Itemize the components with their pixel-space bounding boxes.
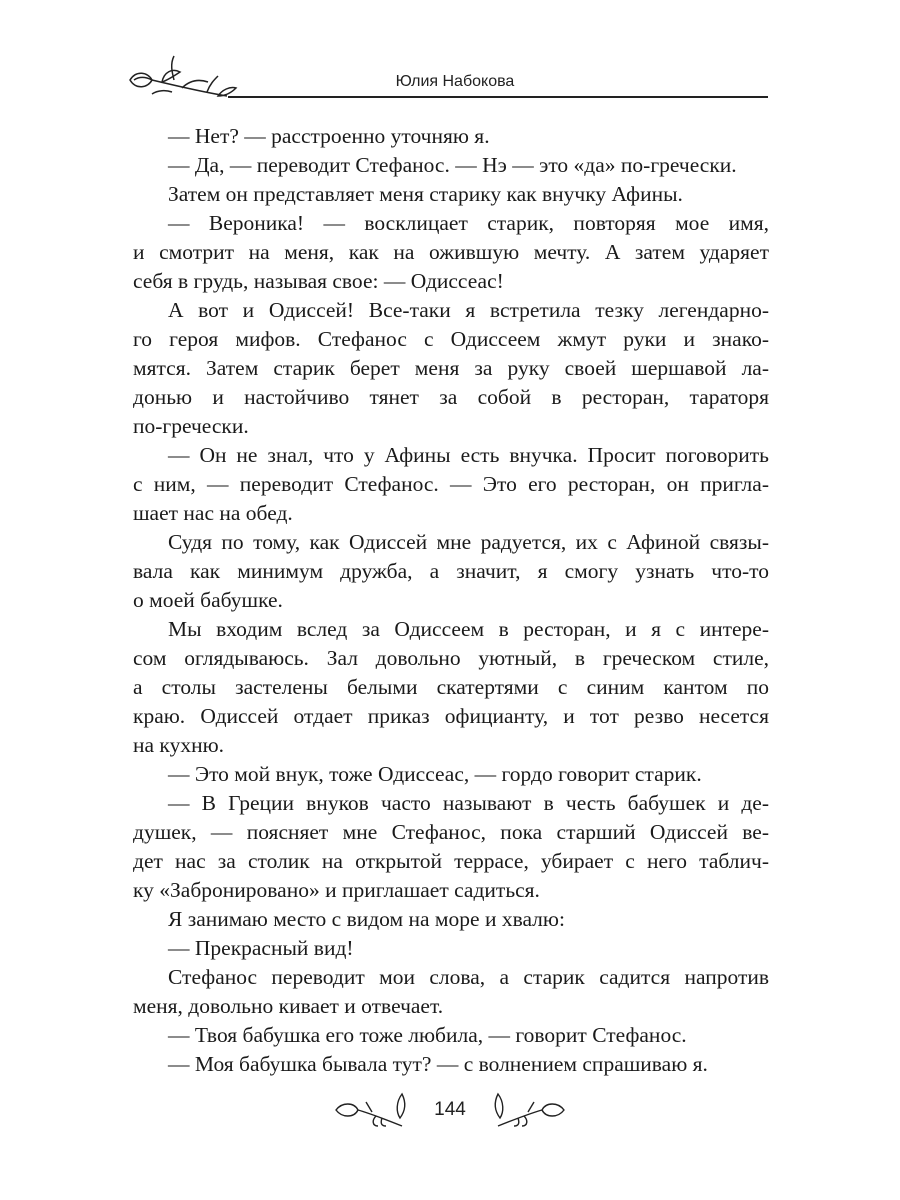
text-line: — Нет? — расстроенно уточняю я. xyxy=(168,124,490,148)
text-line: вала как минимум дружба, а значит, я смогу узнать что-то xyxy=(133,559,769,583)
text-line: Затем он представляет меня старику как внучку Афины. xyxy=(168,182,683,206)
page-number: 144 xyxy=(434,1099,466,1120)
page-body-text xyxy=(133,122,769,1079)
text-line: мятся. Затем старик берет меня за руку своей шершавой ла- xyxy=(133,356,769,380)
text-line: — Вероника! — восклицает старик, повторяя мое имя, xyxy=(168,211,769,235)
text-line: сом оглядываюсь. Зал довольно уютный, в греческом стиле, xyxy=(133,646,769,670)
text-line: и смотрит на меня, как на ожившую мечту. А затем ударяет xyxy=(133,240,769,264)
text-line: — В Греции внуков часто называют в честь бабушек и де- xyxy=(168,791,769,815)
text-line: по-гречески. xyxy=(133,414,249,438)
text-line: меня, довольно кивает и отвечает. xyxy=(133,994,444,1018)
text-line: себя в грудь, называя свое: — Одиссеас! xyxy=(133,269,504,293)
text-line: го героя мифов. Стефанос с Одиссеем жмут руки и знако- xyxy=(133,327,769,351)
text-line: на кухню. xyxy=(133,733,225,757)
text-line: шает нас на обед. xyxy=(133,501,293,525)
text-line: Стефанос переводит мои слова, а старик садится напротив xyxy=(168,965,769,989)
text-line: донью и настойчиво тянет за собой в ресторан, тараторя xyxy=(133,385,769,409)
page-footer xyxy=(0,1090,900,1130)
text-line: — Да, — переводит Стефанос. — Нэ — это «да» по-гречески. xyxy=(168,153,737,177)
text-line: А вот и Одиссей! Все-таки я встретила тезку легендарно- xyxy=(168,298,769,322)
text-line: о моей бабушке. xyxy=(133,588,283,612)
text-line: Судя по тому, как Одиссей мне радуется, их с Афиной связы- xyxy=(168,530,769,554)
running-header-author: Юлия Набокова xyxy=(395,73,515,90)
text-line: Я занимаю место с видом на море и хвалю: xyxy=(168,907,565,931)
text-line: краю. Одиссей отдает приказ официанту, и тот резво несется xyxy=(133,704,769,728)
text-line: а столы застелены белыми скатертями с синим кантом по xyxy=(133,675,769,699)
text-line: — Твоя бабушка его тоже любила, — говорит Стефанос. xyxy=(168,1023,687,1047)
text-line: — Моя бабушка бывала тут? — с волнением спрашиваю я. xyxy=(168,1052,708,1076)
floral-ornament-right-icon xyxy=(478,1090,568,1130)
text-line: ку «Забронировано» и приглашает садиться. xyxy=(133,878,540,902)
text-line: — Он не знал, что у Афины есть внучка. Просит поговорить xyxy=(168,443,769,467)
text-line: — Прекрасный вид! xyxy=(168,936,354,960)
text-line: Мы входим вслед за Одиссеем в ресторан, и я с интере- xyxy=(168,617,769,641)
header-rule xyxy=(228,96,768,98)
text-line: дет нас за столик на открытой террасе, убирает с него таблич- xyxy=(133,849,769,873)
text-line: с ним, — переводит Стефанос. — Это его ресторан, он пригла- xyxy=(133,472,769,496)
text-line: — Это мой внук, тоже Одиссеас, — гордо говорит старик. xyxy=(168,762,702,786)
text-line: душек, — поясняет мне Стефанос, пока старший Одиссей ве- xyxy=(133,820,769,844)
floral-ornament-left-icon xyxy=(332,1090,422,1130)
